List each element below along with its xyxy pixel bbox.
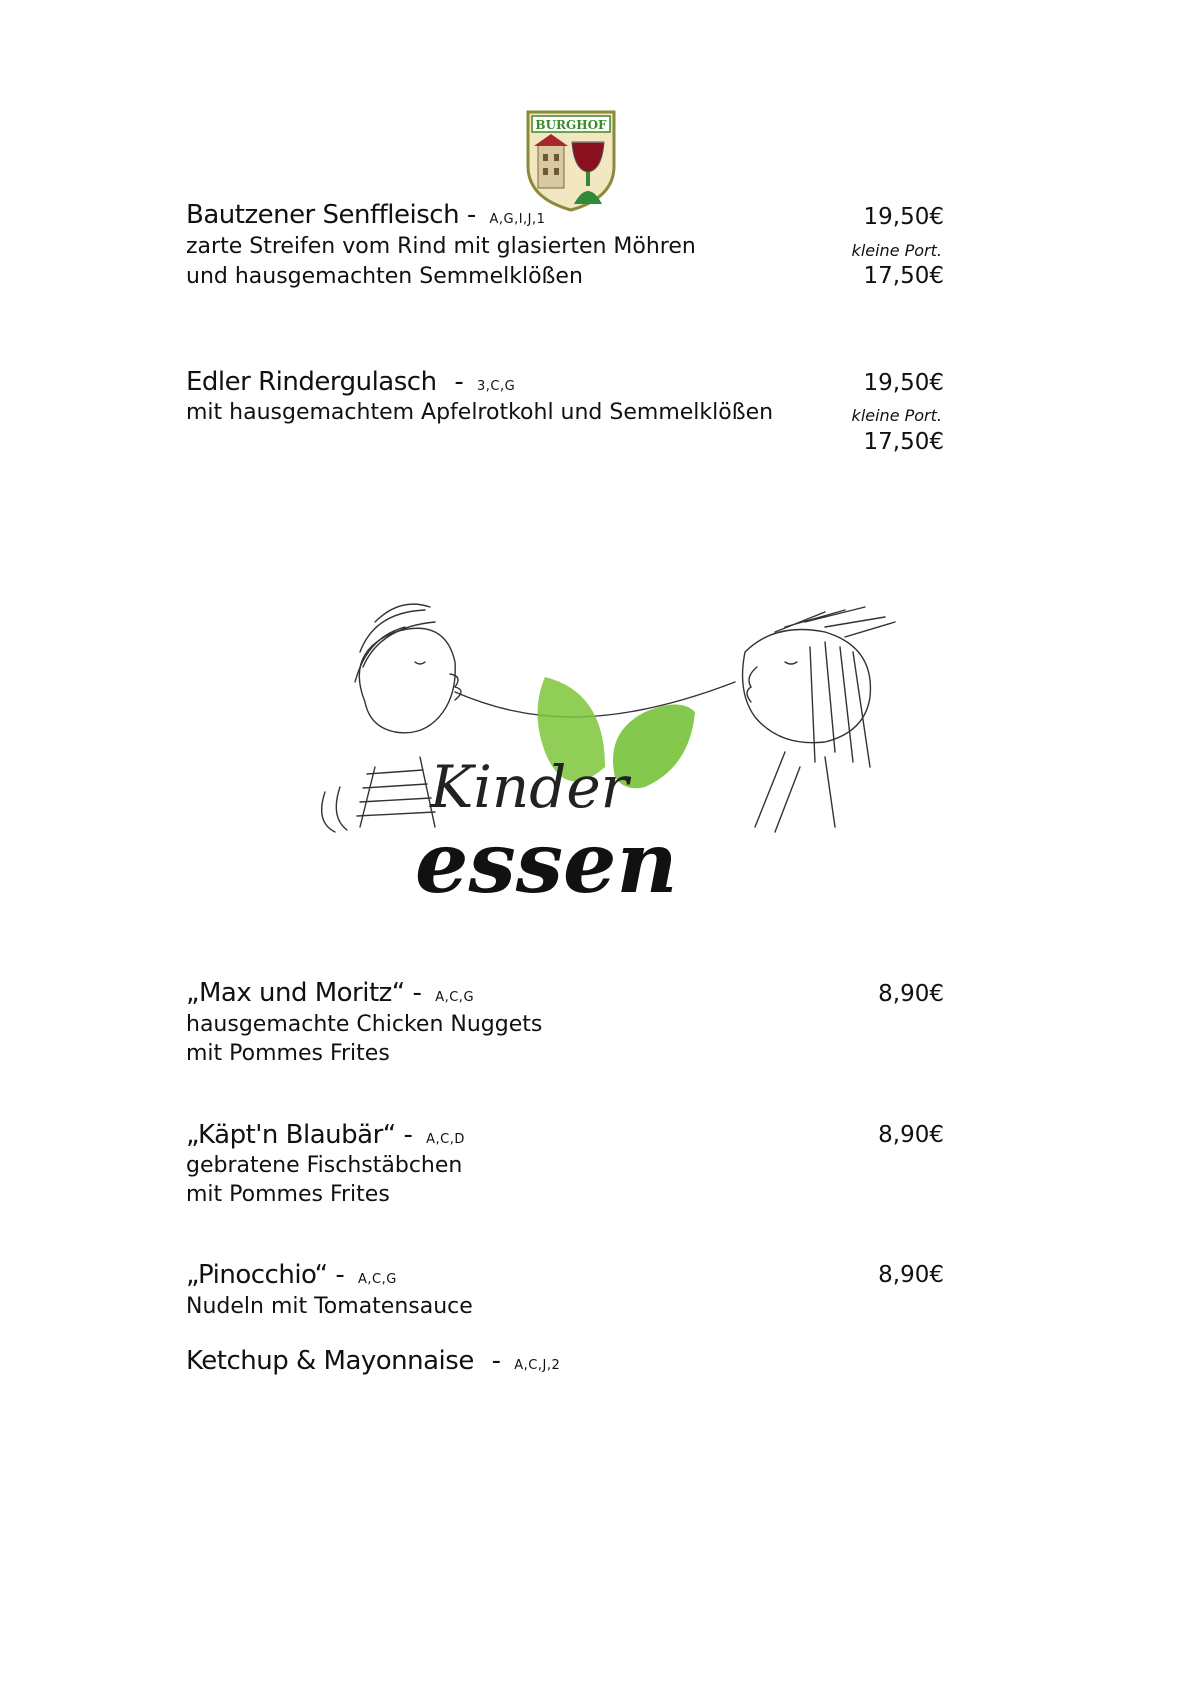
separator: - xyxy=(403,1120,413,1150)
dish-title-row xyxy=(186,367,515,397)
kinder-script: Kinder xyxy=(430,753,629,821)
dish-description-line: gebratene Fischstäbchen xyxy=(186,1153,463,1178)
allergen-codes: A,C,G xyxy=(357,1272,397,1287)
allergen-codes: A,C,D xyxy=(426,1132,465,1147)
dish-title-row xyxy=(186,200,545,230)
dish-title-row xyxy=(186,1260,397,1290)
small-portion-price: 17,50€ xyxy=(863,263,944,289)
small-portion-price: 17,50€ xyxy=(863,429,944,455)
dish-description-line: Nudeln mit Tomatensauce xyxy=(186,1294,473,1319)
dish-price: 19,50€ xyxy=(863,370,944,396)
dish-description-line: zarte Streifen vom Rind mit glasierten Möhren xyxy=(186,234,696,259)
separator: - xyxy=(412,978,422,1008)
allergen-codes: A,C,J,2 xyxy=(514,1358,561,1373)
separator: - xyxy=(335,1260,345,1290)
allergen-codes: A,G,I,J,1 xyxy=(489,212,546,227)
separator: - xyxy=(491,1346,501,1376)
burghof-logo xyxy=(524,108,618,212)
dish-title-row xyxy=(186,978,474,1008)
separator: - xyxy=(466,200,476,230)
separator: - xyxy=(454,367,464,397)
dish-price: 8,90€ xyxy=(878,1122,944,1148)
dish-title: Bautzener Senffleisch xyxy=(186,200,460,230)
dish-price: 8,90€ xyxy=(878,1262,944,1288)
extra-title-row xyxy=(186,1346,560,1376)
logo-text: BURGHOF xyxy=(535,118,607,132)
small-portion-label: kleine Port. xyxy=(851,241,942,260)
dish-title: „Pinocchio“ xyxy=(186,1260,328,1290)
dish-description-line: und hausgemachten Semmelklößen xyxy=(186,264,583,289)
allergen-codes: 3,C,G xyxy=(477,379,516,394)
dish-description-line: hausgemachte Chicken Nuggets xyxy=(186,1012,543,1037)
dish-title: „Käpt'n Blaubär“ xyxy=(186,1120,396,1150)
girl-sketch xyxy=(743,607,895,832)
dish-title: Edler Rindergulasch xyxy=(186,367,437,397)
dish-description-line: mit hausgemachtem Apfelrotkohl und Semmelklößen xyxy=(186,400,774,425)
dish-title-row xyxy=(186,1120,465,1150)
extra-title: Ketchup & Mayonnaise xyxy=(186,1346,474,1376)
essen-script: essen xyxy=(415,813,678,912)
dish-description-line: mit Pommes Frites xyxy=(186,1041,390,1066)
dish-price: 19,50€ xyxy=(863,204,944,230)
kinder-essen-illustration xyxy=(305,592,945,964)
small-portion-label: kleine Port. xyxy=(851,406,942,425)
dish-description-line: mit Pommes Frites xyxy=(186,1182,390,1207)
dish-price: 8,90€ xyxy=(878,981,944,1007)
allergen-codes: A,C,G xyxy=(435,990,475,1005)
dish-title: „Max und Moritz“ xyxy=(186,978,405,1008)
